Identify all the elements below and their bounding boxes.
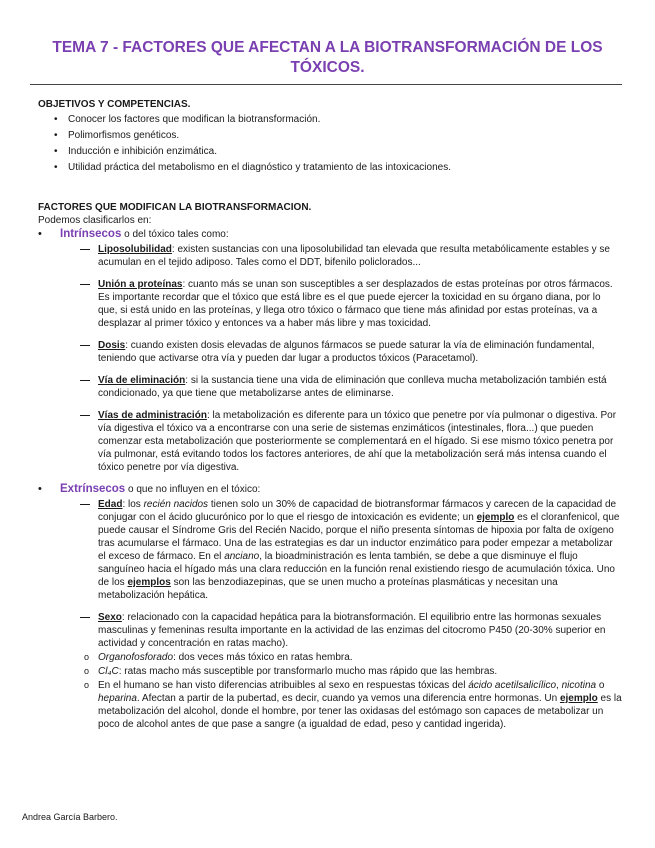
list-item: — Vía de eliminación: si la sustancia tiene una vida de eliminación que conlleva mucha metabolización también está condicionado, ya que tiene que metabolizarse antes de eliminarse. [80,374,622,400]
extrinsic-section [38,483,622,731]
factors-heading: FACTORES QUE MODIFICAN LA BIOTRANSFORMACION. [38,202,312,213]
objectives-list [38,113,622,174]
list-item: — Edad: los recién nacidos tienen solo un 30% de capacidad de biotransformar fármacos y carecen de la capacidad de conjugar con el ácido glucurónico por lo que el riesgo de intoxicación es evidente; un ejemplo es el cloranfenicol, que puede causar el Síndrome Gris del Recién Nacido, porque el niño presenta síntomas de hipoxia por falta de oxígeno tras acumularse el fármaco. Una de las estrategias es dar un inductor enzimático para poder empezar a metabolizar el exceso de fármaco. En el anciano, la bioadministración es lenta también, se debe a que disminuye el flujo sanguíneo hacia el hígado más una clara reducción en la función renal existiendo riesgo de acumulación tóxica. Uno de los ejemplos son las benzodiazepinas, que se unen mucho a proteínas plasmáticas y necesitan una metabolización hepática. [80,498,622,602]
factors-intro: Podemos clasificarlos en: [38,215,152,226]
extrinsic-title: Extrínsecos [60,483,126,495]
list-item: — Sexo: relacionado con la capacidad hepática para la biotransformación. El equilibrio entre las hormonas sexuales masculinas y femeninas resulta importante en la actividad de las enzimas del citocromo P450 (20-30% superior en actividad y concentración en ratas macho). [80,611,622,650]
list-item: — Dosis: cuando existen dosis elevadas de algunos fármacos se puede saturar la vía de eliminación fundamental, teniendo que activarse otra vía y pueden dar lugar a productos tóxicos (Paracetamol). [80,339,622,365]
intrinsic-rest: o del tóxico tales como: [121,229,229,240]
list-item: o En el humano se han visto diferencias atribuibles al sexo en respuestas tóxicas del ácido acetilsalicílico, nicotina o heparina. Afectan a partir de la pubertad, es decir, cuando ya vemos una diferencia entre hormonas. Un ejemplo es la metabolización del alcohol, donde el hombre, por tener las oxidasas del estómago son capaces de metabolizar un poco de alcohol antes de que pase a sangre (a igualdad de edad, peso y cantidad ingerida). [80,679,622,731]
author-footer: Andrea García Barbero. [22,812,118,822]
objectives-heading: OBJETIVOS Y COMPETENCIAS. [38,99,191,110]
list-item: • Inducción e inhibición enzimática. [38,145,622,158]
document-body [38,98,622,732]
list-item: — Vías de administración: la metabolización es diferente para un tóxico que penetre por vía pulmonar o digestiva. Por vía digestiva el tóxico va a encontrarse con una serie de sistemas enzimáticos (intestinales, flora...) que pueden comenzar esta metabolización que posteriormente se complementará en el hígado. Si ese mismo tóxico penetra por vía pulmonar, está evitando todos los factores anteriores, de ahí que la metabolización será más intensa cuando el tóxico penetre por vía digestiva. [80,409,622,474]
bullet-icon: • [38,228,42,240]
list-item: — Unión a proteínas: cuanto más se unan son susceptibles a ser desplazados de estas proteínas por otros fármacos. Es importante recordar que el tóxico que está libre es el que puede ejercer la toxicidad en su órgano diana, por lo que, si está unido en las proteínas, y llega otro tóxico o fármaco que tiene más afinidad por estas proteínas, va a desplazar al primer tóxico y entonces va a haber más libre y mas toxicidad. [80,278,622,330]
list-item: o Organofosforado: dos veces más tóxico en ratas hembra. [80,651,622,664]
list-item: • Polimorfismos genéticos. [38,129,622,142]
intrinsic-section [38,228,622,474]
list-item: • Utilidad práctica del metabolismo en el diagnóstico y tratamiento de las intoxicaciones. [38,161,622,174]
list-item: • Conocer los factores que modifican la biotransformación. [38,113,622,126]
title-divider [30,84,622,85]
extrinsic-rest: o que no influyen en el tóxico: [125,484,261,495]
extrinsic-list [80,498,622,650]
intrinsic-title: Intrínsecos [60,228,122,240]
page-title: TEMA 7 - FACTORES QUE AFECTAN A LA BIOTRANSFORMACIÓN DE LOS TÓXICOS. [52,39,603,76]
list-item: o Cl₄C: ratas macho más susceptible por transformarlo mucho mas rápido que las hembras. [80,665,622,678]
bullet-icon: • [38,483,42,495]
intrinsic-list [80,243,622,474]
sex-sublist [80,651,622,731]
list-item: — Liposolubilidad: existen sustancias con una liposolubilidad tan elevada que resulta metabólicamente estables y se acumulan en el tejido adiposo. Tales como el DDT, bifenilo policlorados... [80,243,622,269]
